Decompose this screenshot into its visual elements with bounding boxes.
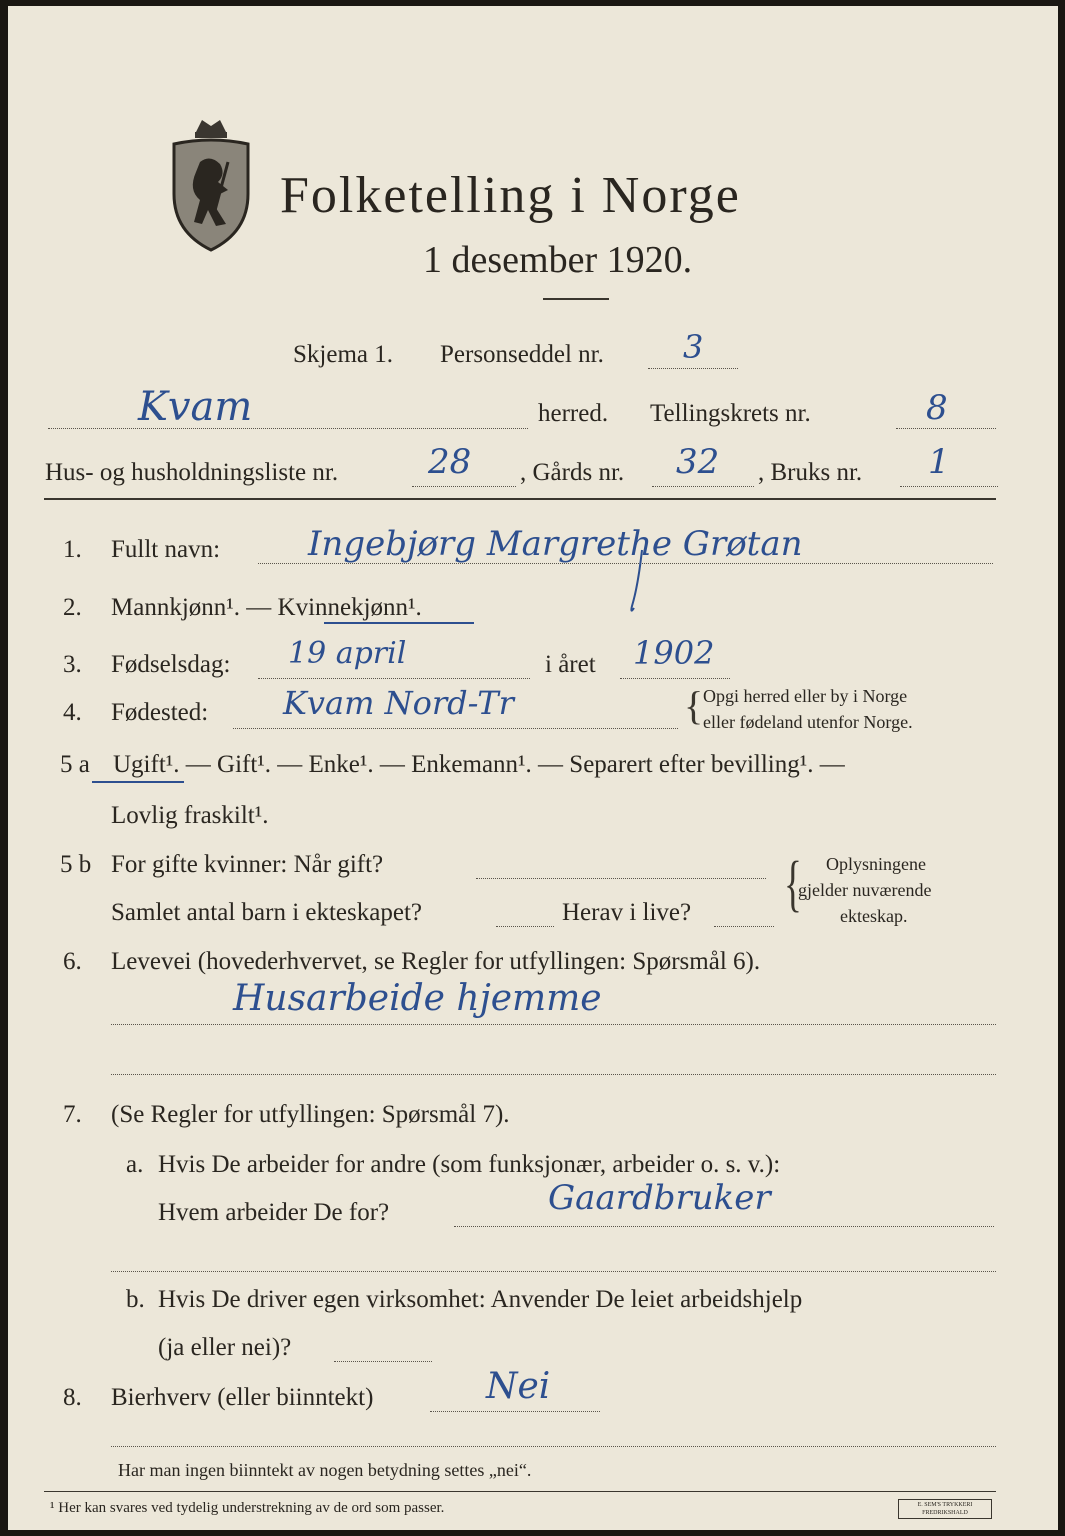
census-form: Folketelling i Norge 1 desember 1920. Skjema 1. Personseddel nr. 3 Kvam herred. Tellingskrets nr. 8 Hus- og husholdningsliste nr. 28 , Gårds nr. 32 , Bruks nr. 1 1. Fullt navn: Ingebjørg Margrethe Grøtan 2. Mannkjønn¹. — Kvinnekjønn¹. 3. Fødselsdag: 19 april i året 1902 4. Fødested: Kvam Nord-Tr { Opgi herred eller by i Norge eller fødeland utenfor Norge. 5 a Ugift¹. — Gift¹. — Enke¹. — Enkemann¹. — Separert efter bevilling¹. — Lovlig fraskilt¹. 5 b For gifte kvinner: Når gift? Samlet antal barn i ekteskapet? Herav i live? { Oplysningene gjelder nuværende ekteskap. 6. Levevei (hovederhvervet, se Regler for utfyllingen: Spørsmål 6). Husarbeide hjemme 7. (Se Regler for utfyllingen: Spørsmål 7). a. Hvis De arbeider for andre (som funksjonær, arbeider o. s. v.): Hvem arbeider De for? Gaardbruker b. Hvis De driver egen virksomhet: Anvender De leiet arbeidshjelp (ja eller nei)? 8. Bierhverv (eller biinntekt) Nei Har man ingen biinntekt av nogen betydning settes „nei“. ¹ Her kan svares ved tydelig understrekning av de ord som passer. E. SEM'S TRYKKERI FREDRIKSHALD [8, 6, 1058, 1530]
q5b-number: 5 b [60, 851, 92, 878]
personseddel-label: Personseddel nr. [440, 341, 604, 368]
q2-number: 2. [63, 594, 82, 621]
form-title: Folketelling i Norge [280, 167, 741, 224]
side-income-value[interactable]: Nei [486, 1366, 551, 1407]
footnote: ¹ Her kan svares ved tydelig understrekning av de ord som passer. [50, 1500, 445, 1516]
printer-stamp: E. SEM'S TRYKKERI FREDRIKSHALD [898, 1499, 992, 1519]
q5b-note-1: Oplysningene [826, 854, 926, 874]
employer-value[interactable]: Gaardbruker [548, 1178, 771, 1218]
birth-day-value[interactable]: 19 april [288, 636, 407, 671]
q7a-who: Hvem arbeider De for? [158, 1199, 390, 1226]
q6-number: 6. [63, 948, 82, 975]
full-name-value[interactable]: Ingebjørg Margrethe Grøtan [308, 524, 803, 564]
gender-options: Mannkjønn¹. — Kvinnekjønn¹. [111, 594, 422, 621]
birthplace-note-1: Opgi herred eller by i Norge [703, 686, 908, 706]
gards-label: , Gårds nr. [520, 459, 625, 486]
q7b-text: Hvis De driver egen virksomhet: Anvender De leiet arbeidshjelp [158, 1286, 803, 1313]
q3-number: 3. [63, 651, 82, 678]
q4-label: Fødested: [111, 699, 209, 726]
ugift-underline-mark [92, 781, 184, 783]
norway-coat-of-arms-icon [166, 114, 256, 254]
hus-value[interactable]: 28 [428, 442, 472, 482]
tellingskrets-label: Tellingskrets nr. [650, 400, 811, 427]
tellingskrets-value[interactable]: 8 [926, 388, 948, 428]
q1-number: 1. [63, 536, 82, 563]
header-rule [44, 498, 996, 500]
gender-underline-mark [324, 622, 474, 624]
schema-label: Skjema 1. [293, 341, 393, 368]
gender-mark-stroke [620, 546, 660, 616]
hus-label: Hus- og husholdningsliste nr. [45, 459, 339, 486]
q8-label: Bierhverv (eller biinntekt) [111, 1384, 374, 1411]
q5b-alive: Herav i live? [562, 899, 692, 926]
birthplace-note-2: eller fødeland utenfor Norge. [703, 712, 913, 732]
personseddel-value[interactable]: 3 [683, 328, 704, 366]
marital-options: Ugift¹. — Gift¹. — Enke¹. — Enkemann¹. — Separert efter bevilling¹. — [113, 751, 845, 778]
q7-number: 7. [63, 1101, 82, 1128]
q7a-letter: a. [126, 1151, 144, 1178]
title-divider [543, 298, 609, 300]
q4-number: 4. [63, 699, 82, 726]
q5a-number: 5 a [60, 751, 90, 778]
q5b-note-3: ekteskap. [840, 906, 908, 926]
occupation-value[interactable]: Husarbeide hjemme [233, 978, 602, 1019]
q5b-children-total: Samlet antal barn i ekteskapet? [111, 899, 422, 926]
birthplace-value[interactable]: Kvam Nord-Tr [283, 684, 514, 722]
marital-options-cont: Lovlig fraskilt¹. [111, 802, 269, 829]
q8-number: 8. [63, 1384, 82, 1411]
footer-note: Har man ingen biinntekt av nogen betydning settes „nei“. [118, 1460, 532, 1480]
q7b-letter: b. [126, 1286, 145, 1313]
q7b-text-cont: (ja eller nei)? [158, 1334, 292, 1361]
q5b-note-2: gjelder nuværende [798, 880, 932, 900]
q5b-married-when: For gifte kvinner: Når gift? [111, 851, 384, 878]
year-label: i året [545, 651, 596, 678]
bruks-value[interactable]: 1 [928, 442, 950, 482]
census-date: 1 desember 1920. [423, 239, 693, 281]
q6-label: Levevei (hovederhvervet, se Regler for utfyllingen: Spørsmål 6). [111, 948, 761, 975]
q1-label: Fullt navn: [111, 536, 221, 563]
bruks-label: , Bruks nr. [758, 459, 863, 486]
q7-label: (Se Regler for utfyllingen: Spørsmål 7). [111, 1101, 510, 1128]
gards-value[interactable]: 32 [676, 442, 720, 482]
birth-year-value[interactable]: 1902 [633, 634, 715, 672]
q7a-text: Hvis De arbeider for andre (som funksjonær, arbeider o. s. v.): [158, 1151, 781, 1178]
herred-value[interactable]: Kvam [138, 384, 253, 430]
q3-label: Fødselsdag: [111, 651, 231, 678]
herred-label: herred. [538, 400, 609, 427]
footer-rule [44, 1491, 996, 1492]
